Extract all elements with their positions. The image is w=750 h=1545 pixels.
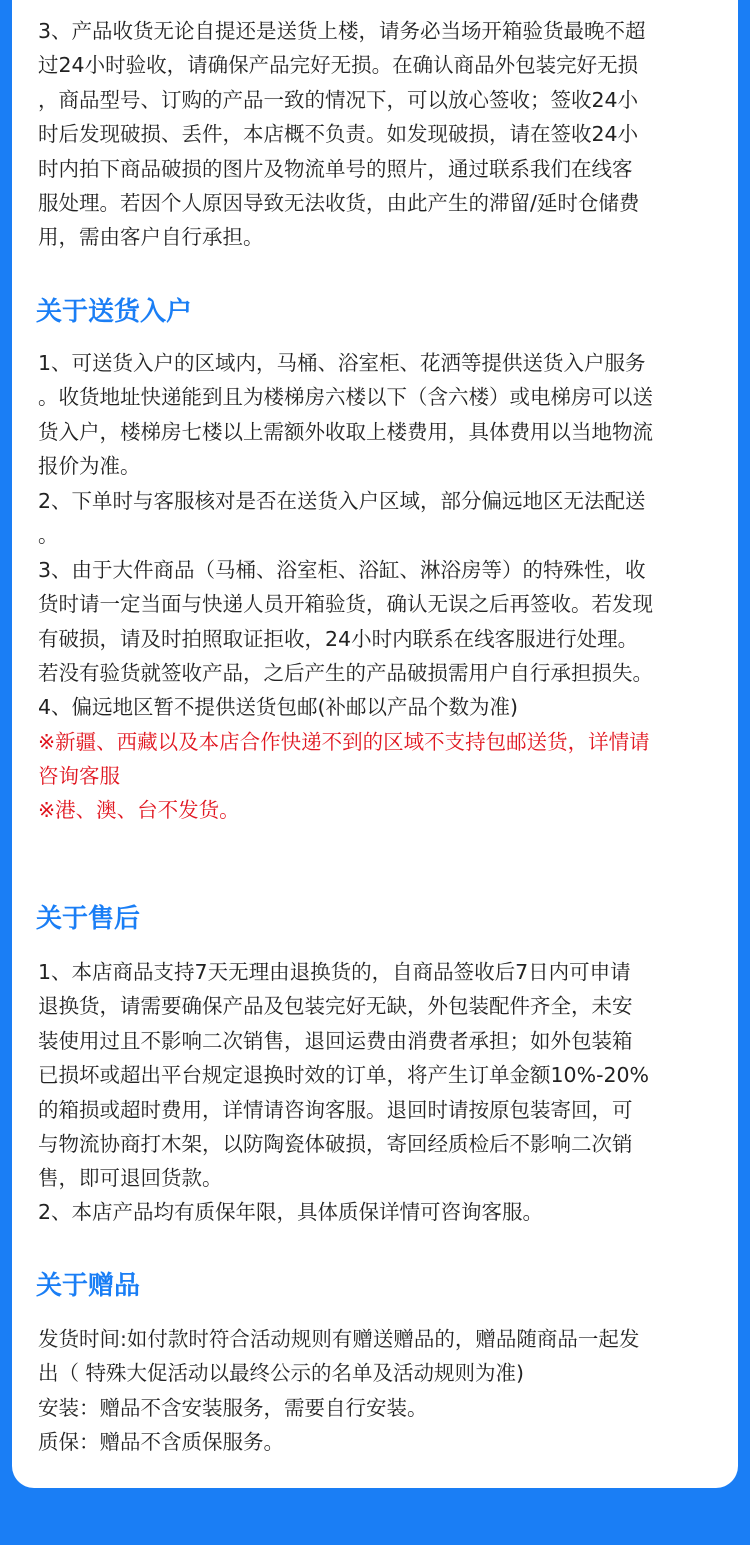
policy-card xyxy=(12,0,738,1488)
aftersale-heading: 关于售后 xyxy=(36,904,141,934)
gifts-shipping-time: 发货时间:如付款时符合活动规则有赠送赠品的，赠品随商品一起发 出（ 特殊大促活动以最终公示的名单及活动规则为准) xyxy=(38,1327,640,1386)
gifts-heading: 关于赠品 xyxy=(36,1271,141,1301)
delivery-item-4: 4、偏远地区暂不提供送货包邮(补邮以产品个数为准) xyxy=(38,695,519,719)
aftersale-item-2: 2、本店产品均有质保年限，具体质保详情可咨询客服。 xyxy=(38,1200,544,1224)
delivery-item-2: 2、下单时与客服核对是否在送货入户区域，部分偏远地区无法配送 。 xyxy=(38,489,646,548)
gifts-warranty: 质保：赠品不含质保服务。 xyxy=(38,1430,284,1454)
aftersale-item-1: 1、本店商品支持7天无理由退换货的，自商品签收后7日内可申请 退换货，请需要确保产品及包装完好无缺，外包装配件齐全，未安 装使用过且不影响二次销售，退回运费由消费者承担；如外包装箱 已损坏或超出平台规定退换时效的订单，将产生订单金额10%-20% 的箱损或超时费用，详情请咨询客服。退回时请按原包装寄回，可 与物流协商打木架，以防陶瓷体破损，寄回经质检后不影响二次销 售，即可退回货款。 xyxy=(38,960,650,1191)
receipt-policy-item-3: 3、产品收货无论自提还是送货上楼，请务必当场开箱验货最晚不超 过24小时验收，请确保产品完好无损。在确认商品外包装完好无损 ，商品型号、订购的产品一致的情况下，可以放心签收；签收24小 时后发现破损、丢件，本店概不负责。如发现破损，请在签收24小 时内拍下商品破损的图片及物流单号的照片，通过联系我们在线客 服处理。若因个人原因导致无法收货，由此产生的滞留/延时仓储费 用，需由客户自行承担。 xyxy=(38,19,646,250)
delivery-item-1: 1、可送货入户的区域内，马桶、浴室柜、花洒等提供送货入户服务 。收货地址快递能到且为楼梯房六楼以下（含六楼）或电梯房可以送 货入户，楼梯房七楼以上需额外收取上楼费用，具体费用以当地物流 报价为准。 xyxy=(38,351,653,479)
delivery-item-3: 3、由于大件商品（马桶、浴室柜、浴缸、淋浴房等）的特殊性，收 货时请一定当面与快递人员开箱验货，确认无误之后再签收。若发现 有破损，请及时拍照取证拒收，24小时内联系在线客服进行处理。 若没有验货就签收产品，之后产生的产品破损需用户自行承担损失。 xyxy=(38,558,653,686)
gifts-installation: 安装：赠品不含安装服务，需要自行安装。 xyxy=(38,1396,428,1420)
delivery-heading: 关于送货入户 xyxy=(36,297,193,327)
delivery-note-hk-macau-taiwan: ※港、澳、台不发货。 xyxy=(38,798,240,822)
delivery-note-region: ※新疆、西藏以及本店合作快递不到的区域不支持包邮送货，详情请 咨询客服 xyxy=(38,730,650,789)
